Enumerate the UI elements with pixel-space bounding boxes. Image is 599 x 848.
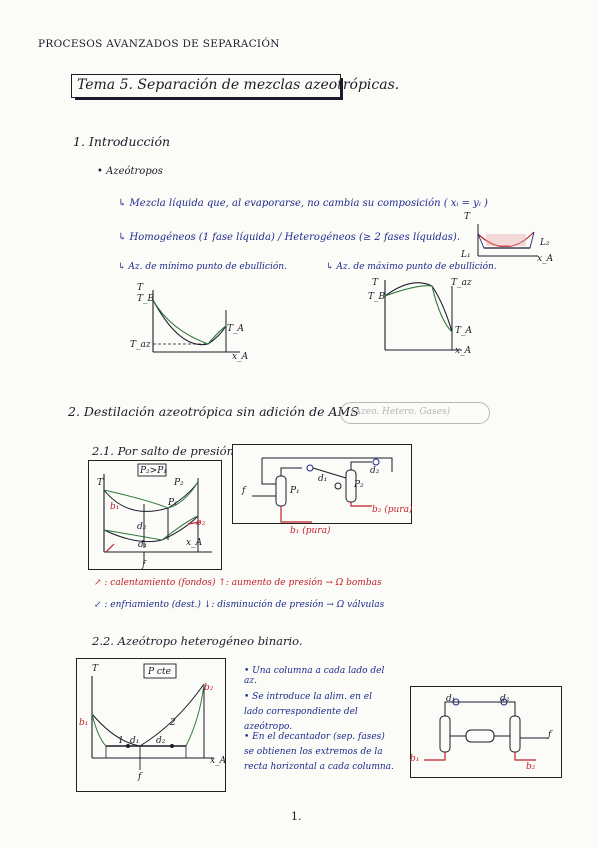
right-TA-label: T_A [455,326,473,336]
left-Taz-label: T_az [130,340,151,350]
left-x-label: x_A [232,352,249,362]
hetero-flowsheet-drawing [410,686,560,776]
hetero-pcte-label: P cte [148,667,171,677]
hetero-d2-label: d₂ [156,736,166,746]
hetero-T-label: T [92,664,99,674]
hetero-b1-label: b₁ [79,718,89,728]
section-1-heading: 1. Introducción [73,134,171,149]
ps-P1-label: P₁ [168,498,178,508]
hetero-x-label: x_A [210,756,227,766]
fs-d2-label: d₂ [370,466,380,476]
right-Taz-label: T_az [451,278,472,288]
legend-heating: ↗ : calentamiento (fondos) ↑: aumento de presión → Ω bombas [94,578,382,588]
ps-T-label: T [97,478,104,488]
fs-P1-label: P₁ [290,486,300,496]
hetero-bullet-2: • Se introduce la alim. en el lado correspondiente del azeótropo. [244,692,372,732]
max-boiling-graph [382,280,472,355]
fs-b1-label: b₁ (pura) [290,526,331,536]
hfs-d1-label: d₁ [446,694,456,704]
hetero-region-2: 2 [170,718,176,728]
page-number: 1. [291,810,302,823]
fs-b2-label: b₂ (pura) [372,505,413,515]
azeotropos-bullet: • Azeótropos [97,166,163,177]
max-boiling-line: ↳ Az. de máximo punto de ebullición. [326,262,497,272]
pressure-swing-graph [88,460,220,568]
hetero-d1-label: d₁ [130,736,140,746]
definition-line: ↳ Mezcla líquida que, al evaporarse, no cambia su composición ( xᵢ = yᵢ ) [118,198,488,209]
hfs-f-label: f [548,730,552,740]
ps-P2-label: P₂ [174,478,184,488]
course-header: PROCESOS AVANZADOS DE SEPARACIÓN [38,38,280,50]
hetero-mini-graph [468,222,548,264]
hfs-d2-label: d₂ [500,694,510,704]
hfs-b1-label: b₁ [410,754,420,764]
page-title: Tema 5. Separación de mezclas azeotrópicas. [77,77,400,93]
hetero-graph [76,658,227,790]
section-2-heading: 2. Destilación azeotrópica sin adición de AMS [68,404,359,419]
right-x-label: x_A [455,346,472,356]
hetero-region-1: 1 [118,736,124,746]
hetero-f-label: f [138,772,142,782]
hfs-b2-label: b₂ [526,762,536,772]
hetero-b2-label: b₂ [204,683,214,693]
mini-x-label: x_A [537,254,554,264]
ps-b2-label: b₂ [196,518,206,528]
left-TA-label: T_A [227,324,245,334]
ps-d2-label: d₂ [137,522,147,532]
ps-f-label: f [142,560,146,570]
legend-cooling: ↙ : enfriamiento (dest.) ↓: disminución de presión → Ω válvulas [94,600,385,610]
ps-d1-label: d₁ [138,540,148,550]
left-TB-label: T_B [137,294,155,304]
mini-T-label: T [464,212,471,222]
right-TB-label: T_B [368,292,386,302]
mini-L1-label: L₁ [461,250,471,260]
fs-f-label: f [242,486,246,496]
hetero-bullet-3: • En el decantador (sep. fases) se obtienen los extremos de la recta horizontal a cada columna. [244,732,394,772]
ps-b1-label: b₁ [110,502,120,512]
hetero-bullet-1: • Una columna a cada lado del az. [244,666,385,686]
fs-P2-label: P₂ [354,480,364,490]
left-T-label: T [137,283,144,293]
fs-d1-label: d₁ [318,474,328,484]
right-T-label: T [372,278,379,288]
subsection-2-2: 2.2. Azeótropo heterogéneo binario. [92,634,303,648]
min-boiling-line: ↳ Az. de mínimo punto de ebullición. [118,262,287,272]
ps-pressure-label: P₂>P₁ [140,466,167,476]
ps-x-label: x_A [186,538,203,548]
grey-note: (Azeo. Hetero. Gases) [340,402,490,424]
subsection-2-1: 2.1. Por salto de presión [92,444,234,458]
mini-L2-label: L₂ [540,238,550,248]
types-line: ↳ Homogéneos (1 fase líquida) / Heterogéneos (≥ 2 fases líquidas). [118,232,460,243]
